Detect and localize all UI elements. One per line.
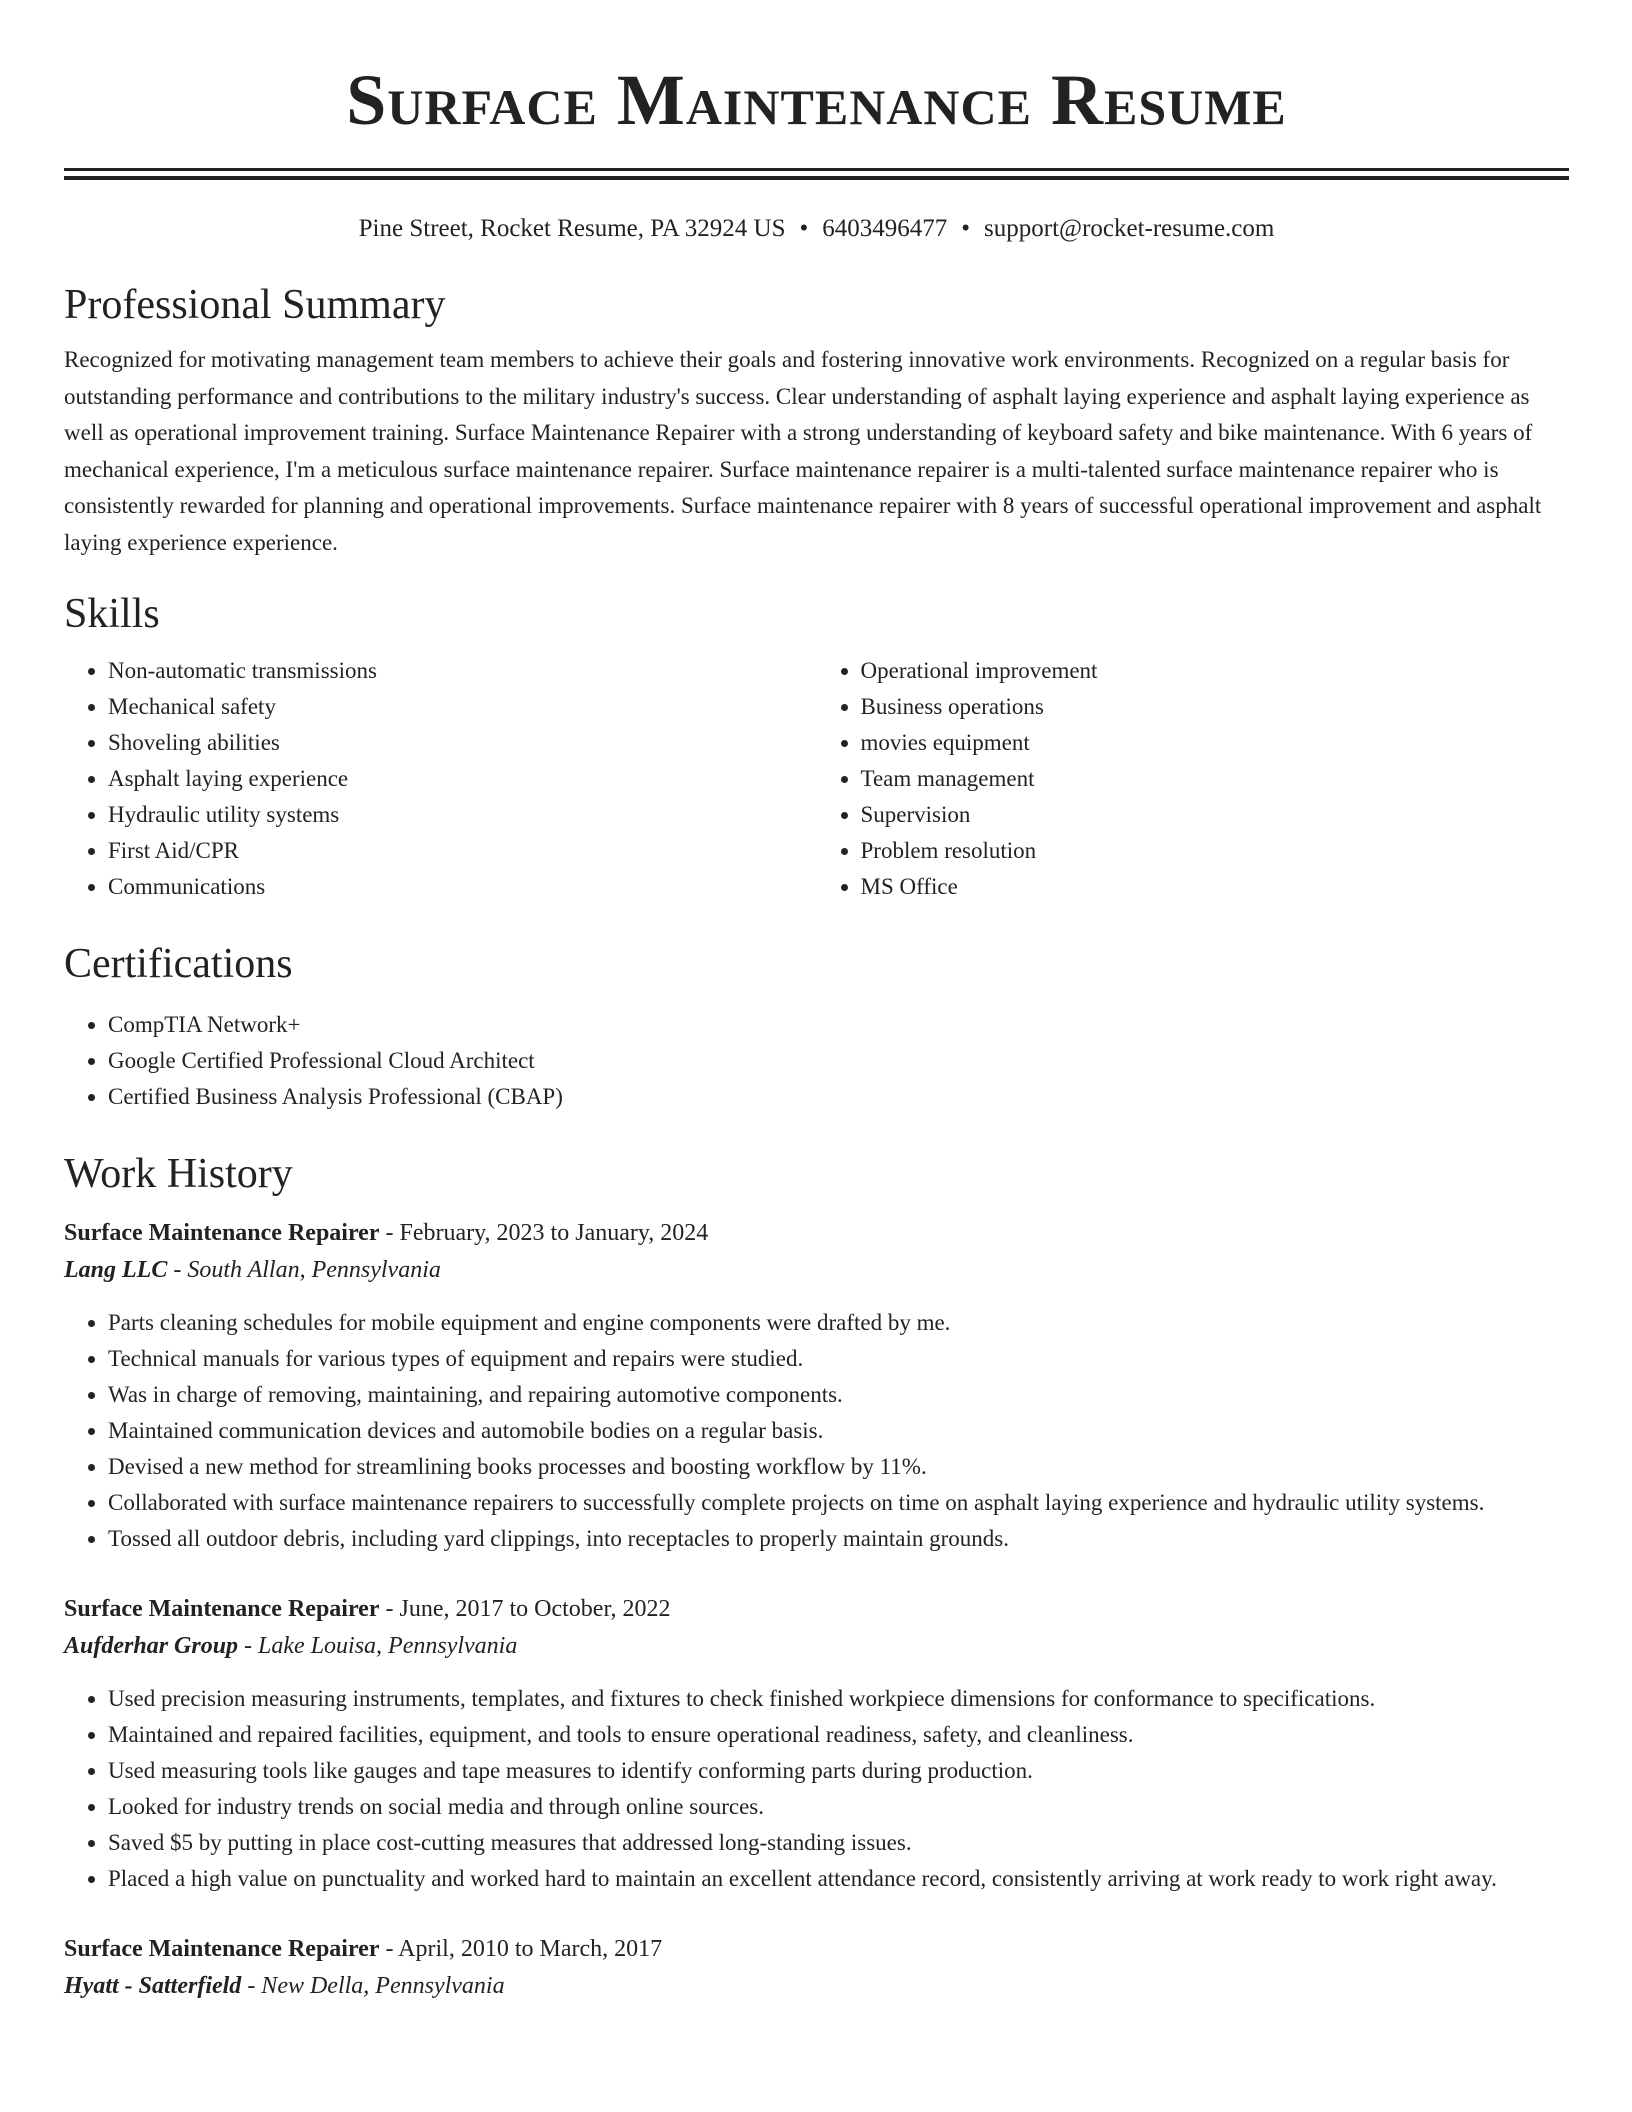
skill-item: • Hydraulic utility systems <box>108 797 817 833</box>
resume-page <box>64 0 1569 2005</box>
job-bullet: • Looked for industry trends on social media and through online sources. <box>108 1789 1569 1825</box>
job-bullet: • Technical manuals for various types of equipment and repairs were studied. <box>108 1341 1569 1377</box>
skill-item: • Team management <box>861 761 1570 797</box>
work-history-heading: Work History <box>64 1151 293 1197</box>
job-dates: - April, 2010 to March, 2017 <box>379 1936 663 1962</box>
job-bullet: • Parts cleaning schedules for mobile equipment and engine components were drafted by me. <box>108 1305 1569 1341</box>
job-title: Surface Maintenance Repairer <box>64 1936 380 1962</box>
contact-separator: • <box>961 215 971 242</box>
skill-item: • Non-automatic transmissions <box>108 653 817 689</box>
job-title: Surface Maintenance Repairer <box>64 1596 380 1622</box>
job-bullet: • Used measuring tools like gauges and tape measures to identify conforming parts during production. <box>108 1753 1569 1789</box>
job-bullet: • Devised a new method for streamlining books processes and boosting workflow by 11%. <box>108 1449 1569 1485</box>
contact-line <box>64 212 1569 246</box>
job-title-line <box>64 1215 1569 1251</box>
job-bullet: • Placed a high value on punctuality and worked hard to maintain an excellent attendance record, consistently arriving at work ready to work right away. <box>108 1861 1569 1897</box>
job-company: Hyatt - Satterfield <box>64 1973 242 1999</box>
job-entry <box>64 1931 1569 2005</box>
skill-item: • Asphalt laying experience <box>108 761 817 797</box>
certification-item: • Google Certified Professional Cloud Architect <box>108 1043 1569 1079</box>
certification-item: • CompTIA Network+ <box>108 1007 1569 1043</box>
job-bullets <box>64 1681 1569 1897</box>
skill-item: • Shoveling abilities <box>108 725 817 761</box>
summary-text: Recognized for motivating management team members to achieve their goals and fostering innovative work environments. Recognized on a regular basis for outstanding performance and contributions to the military industry's success. Clear understanding of asphalt laying experience and asphalt laying experience as well as operational improvement training. Surface Maintenance Repairer with a strong understanding of keyboard safety and bike maintenance. With 6 years of mechanical experience, I'm a meticulous surface maintenance repairer. Surface maintenance repairer is a multi-talented surface maintenance repairer who is consistently rewarded for planning and operational improvements. Surface maintenance repairer with 8 years of successful operational improvement and asphalt laying experience experience. <box>64 347 1542 555</box>
job-title-line <box>64 1591 1569 1627</box>
job-title-line <box>64 1931 1569 1967</box>
job-bullet: • Tossed all outdoor debris, including yard clippings, into receptacles to properly maintain grounds. <box>108 1521 1569 1557</box>
skill-item: • Problem resolution <box>861 833 1570 869</box>
skill-item: • Business operations <box>861 689 1570 725</box>
contact-separator: • <box>799 215 809 242</box>
certification-item: • Certified Business Analysis Professional (CBAP) <box>108 1079 1569 1115</box>
job-location: - New Della, Pennsylvania <box>241 1973 505 1999</box>
skills-list-right <box>817 653 1570 905</box>
job-title: Surface Maintenance Repairer <box>64 1220 380 1246</box>
job-company: Aufderhar Group <box>64 1633 239 1659</box>
contact-address: Pine Street, Rocket Resume, PA 32924 US <box>358 215 786 242</box>
skill-item: • First Aid/CPR <box>108 833 817 869</box>
skills-columns <box>64 653 1569 905</box>
job-bullet: • Maintained and repaired facilities, equipment, and tools to ensure operational readiness, safety, and cleanliness. <box>108 1717 1569 1753</box>
skill-item: • Communications <box>108 869 817 905</box>
job-location: - Lake Louisa, Pennsylvania <box>238 1633 518 1659</box>
job-bullets <box>64 1305 1569 1557</box>
skills-list-left <box>64 653 817 905</box>
certifications-list <box>64 1007 1569 1115</box>
contact-phone: 6403496477 <box>822 215 948 242</box>
job-company-line <box>64 1967 1569 2005</box>
job-company-line <box>64 1627 1569 1665</box>
job-location: - South Allan, Pennsylvania <box>167 1257 441 1283</box>
job-bullet: • Used precision measuring instruments, templates, and fixtures to check finished workpiece dimensions for conformance to specifications. <box>108 1681 1569 1717</box>
contact-email: support@rocket-resume.com <box>984 215 1275 242</box>
title-divider-top <box>64 168 1569 171</box>
job-company-line <box>64 1251 1569 1289</box>
job-dates: - February, 2023 to January, 2024 <box>379 1220 709 1246</box>
job-dates: - June, 2017 to October, 2022 <box>379 1596 671 1622</box>
skill-item: • MS Office <box>861 869 1570 905</box>
job-entry <box>64 1591 1569 1897</box>
page-title: Surface Maintenance Resume <box>346 60 1287 140</box>
skill-item: • Supervision <box>861 797 1570 833</box>
summary-heading: Professional Summary <box>64 282 446 328</box>
job-bullet: • Was in charge of removing, maintaining, and repairing automotive components. <box>108 1377 1569 1413</box>
skill-item: • Operational improvement <box>861 653 1570 689</box>
title-divider-bottom <box>64 176 1569 180</box>
job-bullet: • Collaborated with surface maintenance repairers to successfully complete projects on time on asphalt laying experience and hydraulic utility systems. <box>108 1485 1569 1521</box>
skills-heading: Skills <box>64 591 160 637</box>
job-bullet: • Maintained communication devices and automobile bodies on a regular basis. <box>108 1413 1569 1449</box>
job-company: Lang LLC <box>64 1257 168 1283</box>
job-bullet: • Saved $5 by putting in place cost-cutting measures that addressed long-standing issues. <box>108 1825 1569 1861</box>
skill-item: • Mechanical safety <box>108 689 817 725</box>
skill-item: • movies equipment <box>861 725 1570 761</box>
certifications-heading: Certifications <box>64 941 293 987</box>
job-entry <box>64 1215 1569 1557</box>
